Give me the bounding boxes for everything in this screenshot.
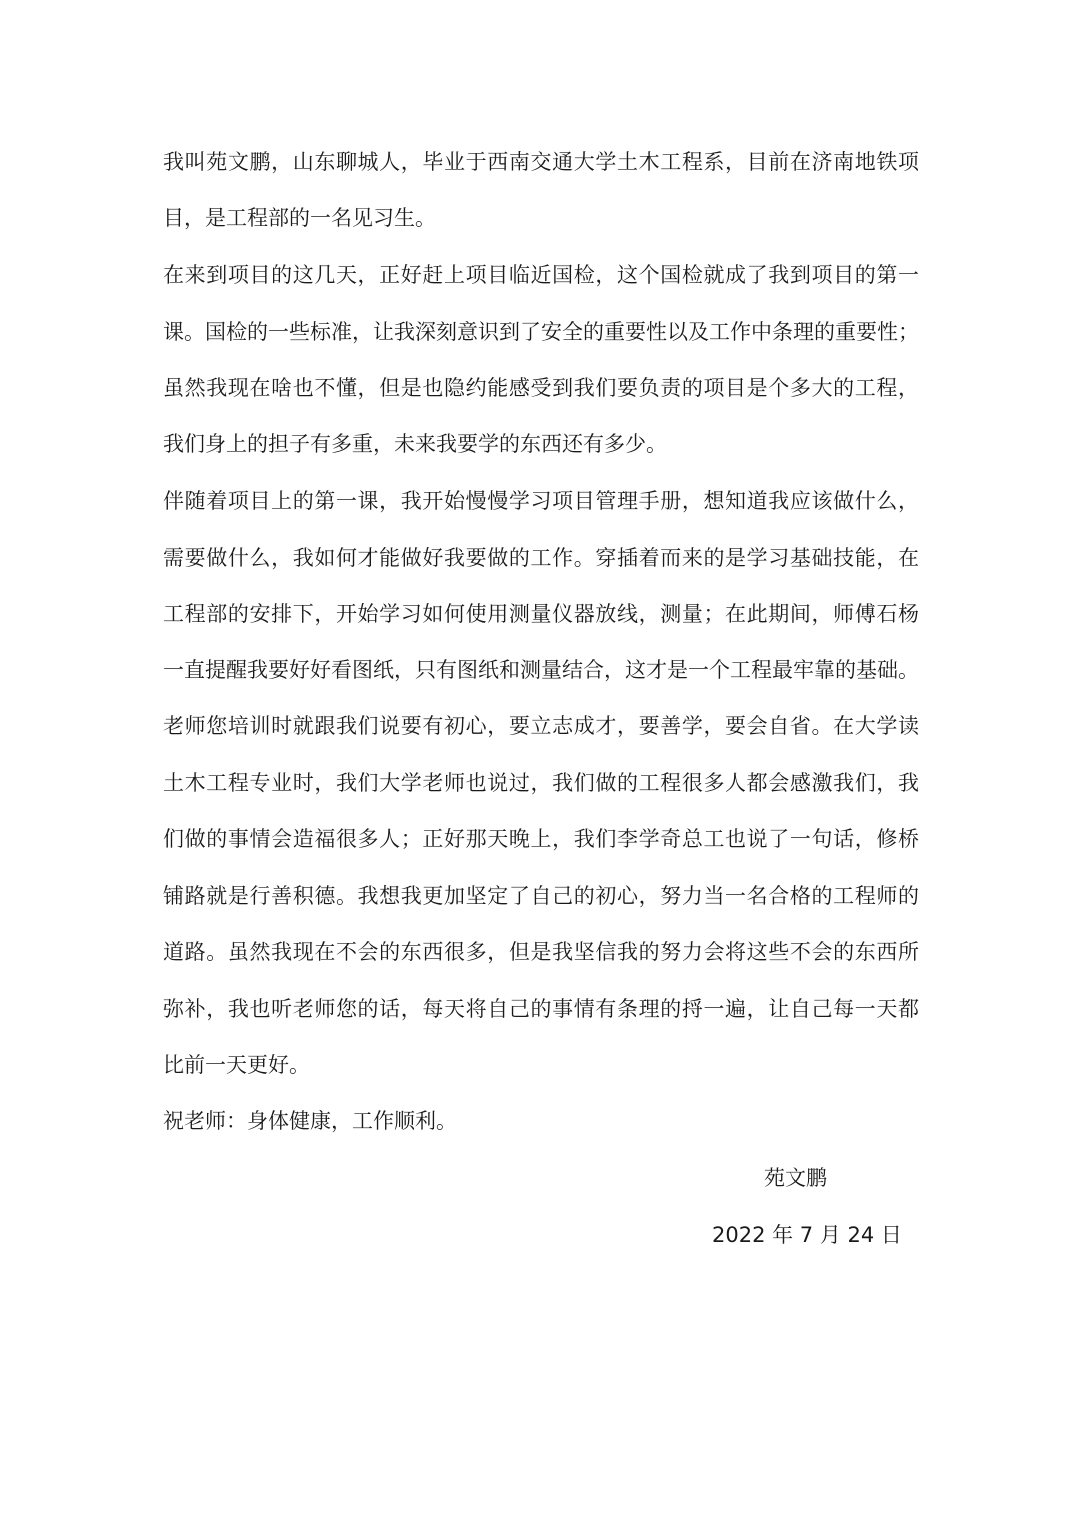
paragraph-3-line-8: 铺路就是行善积德。我想我更加坚定了自己的初心，努力当一名合格的工程师的 bbox=[163, 884, 919, 908]
signature-name: 苑文鹏 bbox=[764, 1166, 827, 1190]
signature-date: 2022 年 7 月 24 日 bbox=[712, 1223, 902, 1247]
paragraph-3-line-6: 土木工程专业时，我们大学老师也说过，我们做的工程很多人都会感激我们，我 bbox=[163, 771, 919, 795]
paragraph-3-line-5: 老师您培训时就跟我们说要有初心，要立志成才，要善学，要会自省。在大学读 bbox=[163, 714, 919, 738]
paragraph-3-line-9: 道路。虽然我现在不会的东西很多，但是我坚信我的努力会将这些不会的东西所 bbox=[163, 940, 919, 964]
paragraph-1-line-1: 我叫苑文鹏，山东聊城人，毕业于西南交通大学土木工程系，目前在济南地铁项 bbox=[163, 150, 919, 174]
paragraph-3-line-1: 伴随着项目上的第一课，我开始慢慢学习项目管理手册，想知道我应该做什么， bbox=[163, 489, 919, 513]
paragraph-2-line-4: 我们身上的担子有多重，未来我要学的东西还有多少。 bbox=[163, 432, 667, 456]
paragraph-3-line-3: 工程部的安排下，开始学习如何使用测量仪器放线，测量；在此期间，师傅石杨 bbox=[163, 602, 919, 626]
paragraph-3-line-11: 比前一天更好。 bbox=[163, 1053, 310, 1077]
closing-wish: 祝老师：身体健康，工作顺利。 bbox=[163, 1109, 457, 1133]
paragraph-1-line-2: 目，是工程部的一名见习生。 bbox=[163, 206, 436, 230]
paragraph-3-line-2: 需要做什么，我如何才能做好我要做的工作。穿插着而来的是学习基础技能，在 bbox=[163, 546, 919, 570]
paragraph-3-line-10: 弥补，我也听老师您的话，每天将自己的事情有条理的捋一遍，让自己每一天都 bbox=[163, 997, 919, 1021]
paragraph-2-line-3: 虽然我现在啥也不懂，但是也隐约能感受到我们要负责的项目是个多大的工程， bbox=[163, 376, 919, 400]
paragraph-2-line-2: 课。国检的一些标准，让我深刻意识到了安全的重要性以及工作中条理的重要性； bbox=[163, 320, 919, 344]
paragraph-3-line-4: 一直提醒我要好好看图纸，只有图纸和测量结合，这才是一个工程最牢靠的基础。 bbox=[163, 658, 919, 682]
paragraph-3-line-7: 们做的事情会造福很多人；正好那天晚上，我们李学奇总工也说了一句话，修桥 bbox=[163, 827, 919, 851]
paragraph-2-line-1: 在来到项目的这几天，正好赶上项目临近国检，这个国检就成了我到项目的第一 bbox=[163, 263, 919, 287]
